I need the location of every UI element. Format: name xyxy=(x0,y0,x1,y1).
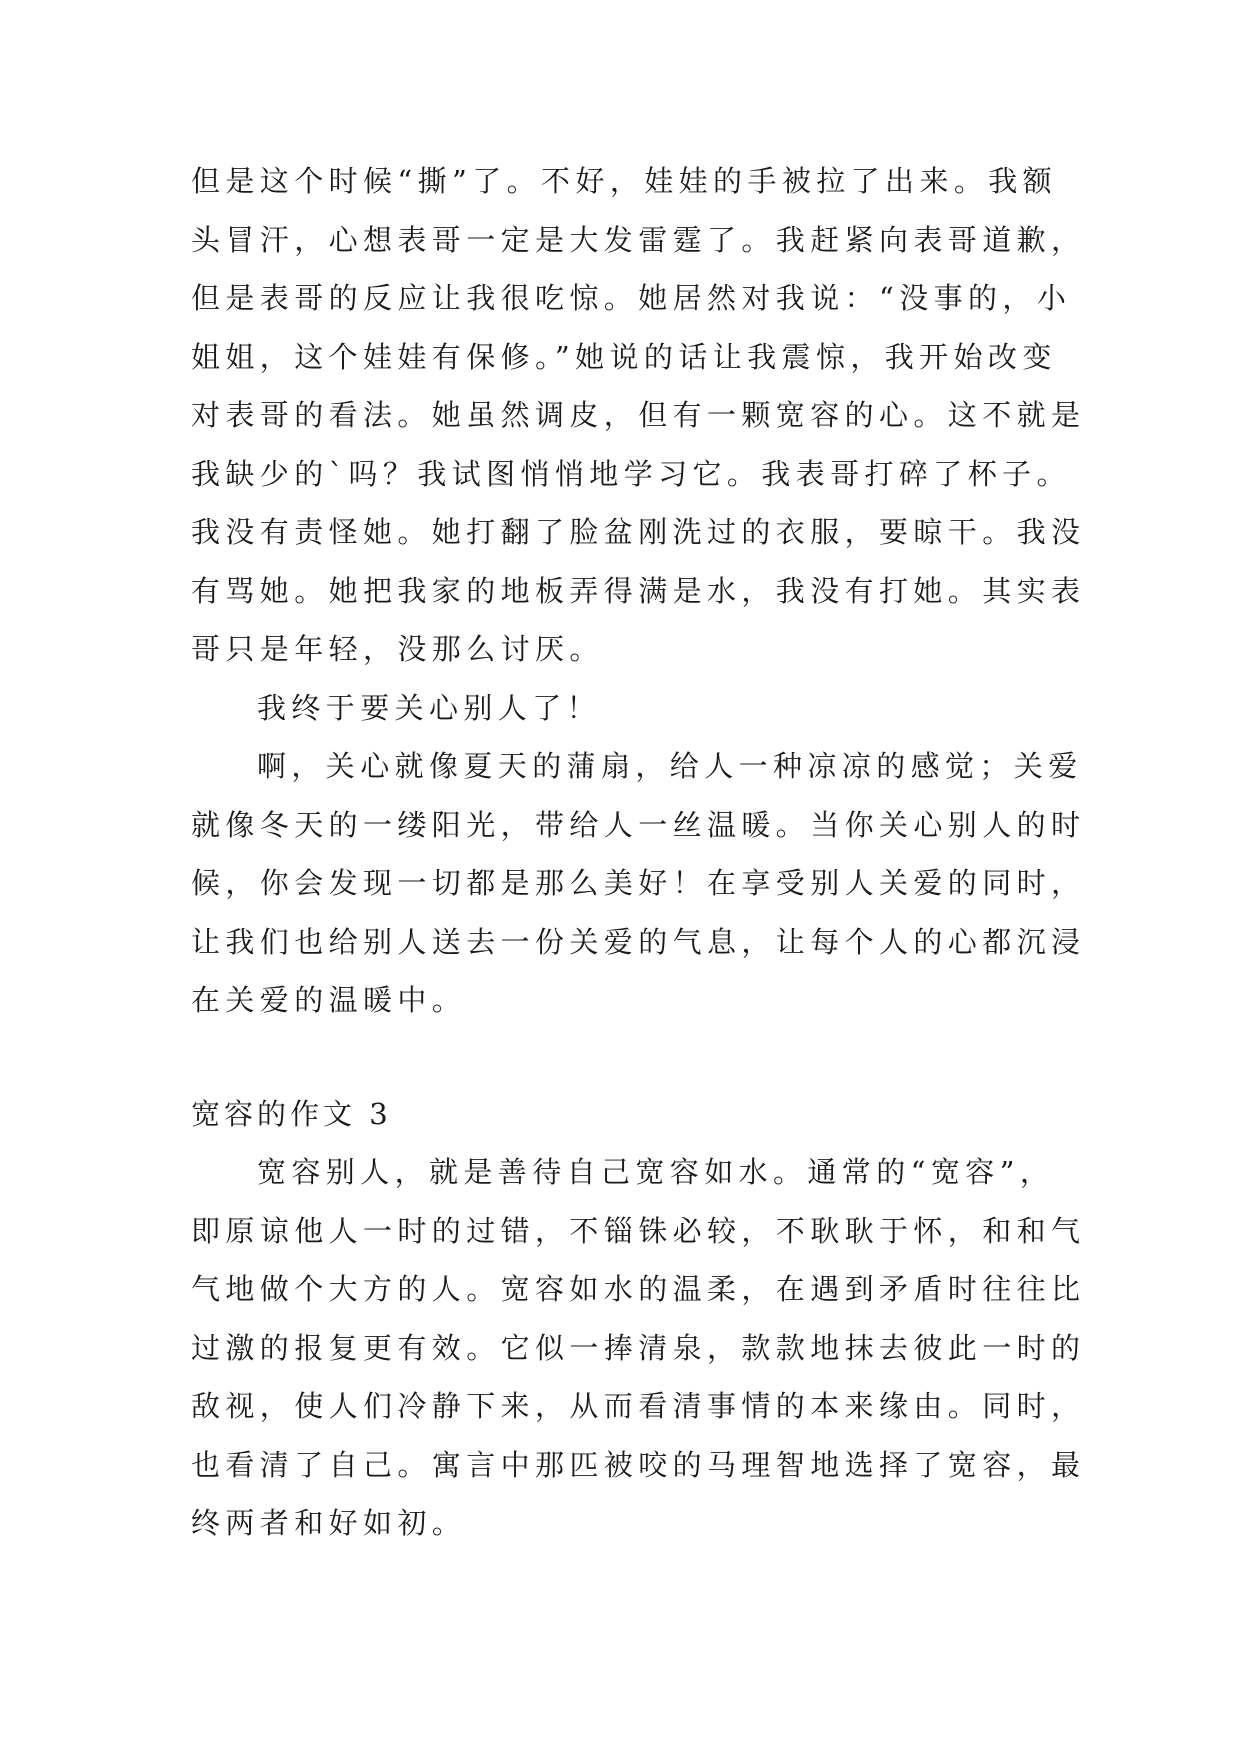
section-gap xyxy=(191,1030,1071,1085)
paragraph-care-others xyxy=(191,679,1071,738)
text-line: 即原谅他人一时的过错，不锱铢必较，不耿耿于怀，和和气 xyxy=(191,1213,1086,1248)
text-line: 敌视，使人们冷静下来，从而看清事情的本来缘由。同时， xyxy=(191,1389,1086,1423)
text-line: 终两者和好如初。 xyxy=(191,1506,467,1540)
text-line: 我没有责怪她。她打翻了脸盆刚洗过的衣服，要晾干。我没 xyxy=(191,515,1086,549)
text-line: 就像冬天的一缕阳光，带给人一丝温暖。当你关心别人的时 xyxy=(191,807,1086,842)
text-line: 我缺少的`吗？我试图悄悄地学习它。我表哥打碎了杯子。 xyxy=(191,456,1071,491)
text-line: 候，你会发现一切都是那么美好！在享受别人关爱的同时， xyxy=(191,866,1086,900)
document-page xyxy=(191,152,1086,1553)
text-line: 宽容别人，就是善待自己宽容如水。通常的“宽容”， xyxy=(257,1155,1055,1189)
text-line: 我终于要关心别人了！ xyxy=(257,690,602,725)
essay-title: 宽容的作文 3 xyxy=(191,1096,392,1131)
text-line: 有骂她。她把我家的地板弄得满是水，我没有打她。其实表 xyxy=(191,573,1086,608)
text-line: 头冒汗，心想表哥一定是大发雷霆了。我赶紧向表哥道歉， xyxy=(191,222,1086,257)
text-line: 但是表哥的反应让我很吃惊。她居然对我说：“没事的，小 xyxy=(191,281,1072,315)
paragraph-cousin-story xyxy=(191,152,1086,679)
paragraph-tolerance xyxy=(191,1143,1086,1553)
paragraph-care-conclusion xyxy=(191,737,1086,1030)
text-line: 也看清了自己。寓言中那匹被咬的马理智地选择了宽容，最 xyxy=(191,1447,1086,1482)
text-line: 对表哥的看法。她虽然调皮，但有一颗宽容的心。这不就是 xyxy=(191,398,1086,432)
text-line: 在关爱的温暖中。 xyxy=(191,983,467,1017)
text-line: 哥只是年轻，没那么讨厌。 xyxy=(191,632,604,666)
text-line: 但是这个时候“撕”了。不好，娃娃的手被拉了出来。我额 xyxy=(191,164,1058,198)
text-line: 让我们也给别人送去一份关爱的气息，让每个人的心都沉浸 xyxy=(191,924,1086,959)
text-line: 姐姐，这个娃娃有保修。”她说的话让我震惊，我开始改变 xyxy=(191,339,1057,374)
text-line: 啊，关心就像夏天的蒲扇，给人一种凉凉的感觉；关爱 xyxy=(257,749,1083,783)
text-line: 过激的报复更有效。它似一捧清泉，款款地抹去彼此一时的 xyxy=(191,1330,1086,1365)
text-line: 气地做个大方的人。宽容如水的温柔，在遇到矛盾时往往比 xyxy=(191,1272,1086,1306)
